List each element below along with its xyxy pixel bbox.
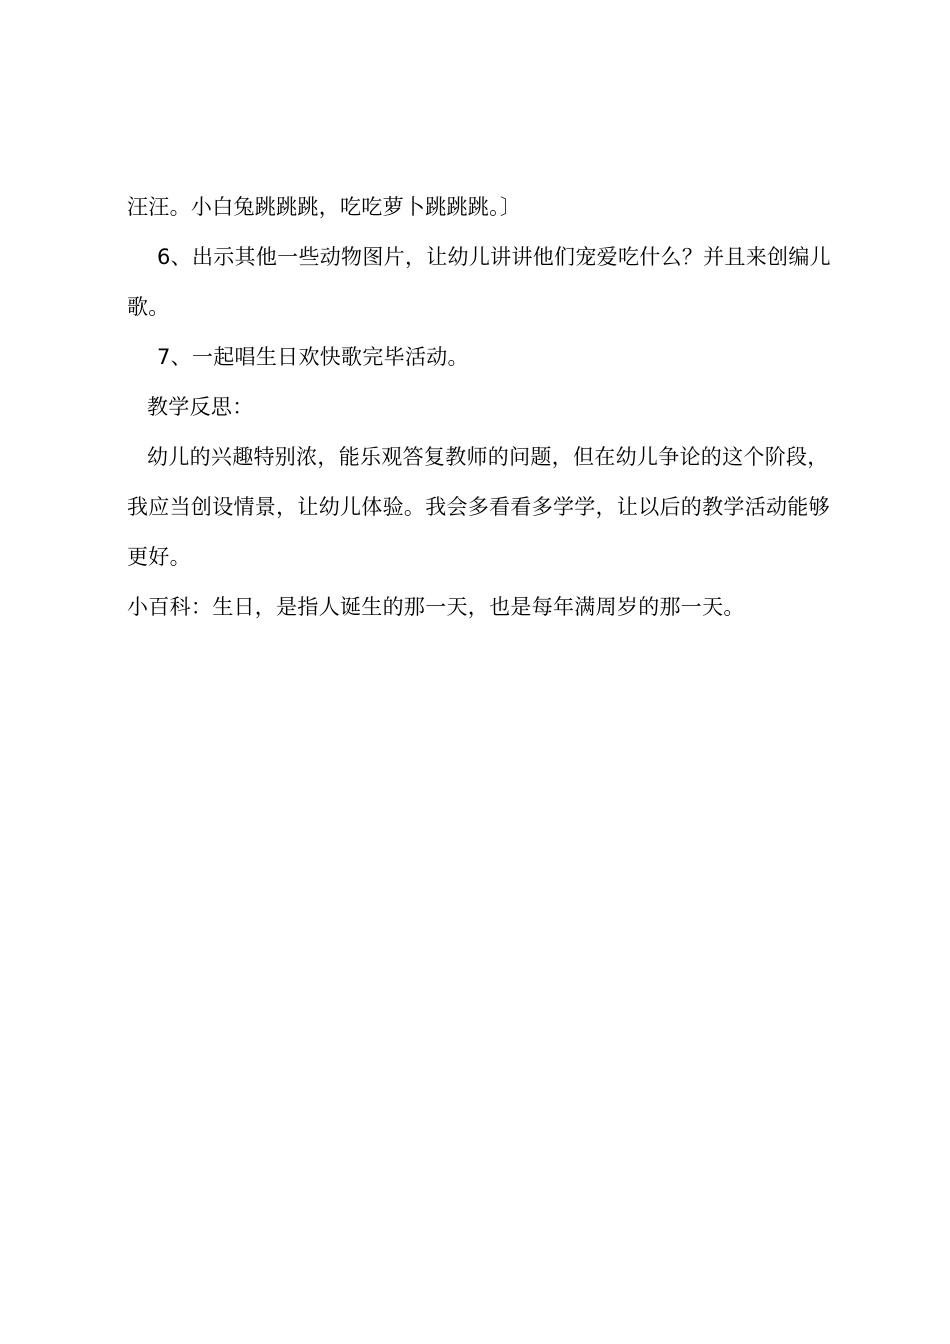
paragraph-song-ending: 汪汪。小白兔跳跳跳，吃吃萝卜跳跳跳。〕 (127, 195, 522, 219)
paragraph-step-7: 7、一起唱生日欢快歌完毕活动。 (157, 345, 469, 369)
paragraph-reflection: 幼儿的兴趣特别浓，能乐观答复教师的问题，但在幼儿争论的这个阶段，我应当创设情景，让幼儿体验。我会多看看多学学，让以后的教学活动能够更好。 (127, 445, 830, 569)
document-body (127, 182, 837, 632)
heading-teaching-reflection: 教学反思： (147, 395, 254, 419)
paragraph-encyclopedia: 小百科：生日，是指人诞生的那一天，也是每年满周岁的那一天。 (127, 595, 745, 619)
paragraph-step-6: 6、出示其他一些动物图片，让幼儿讲讲他们宠爱吃什么？并且来创编儿歌。 (127, 245, 831, 319)
